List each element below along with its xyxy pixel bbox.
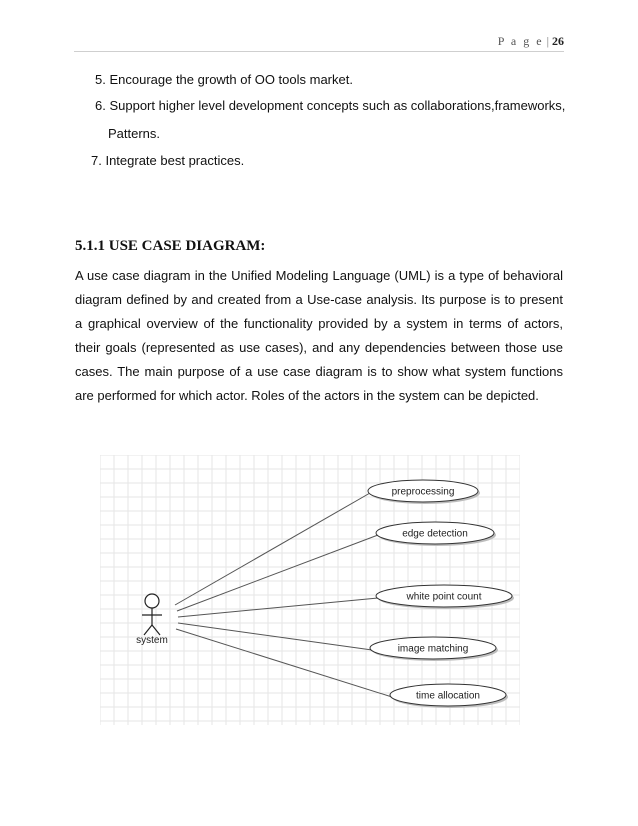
use-case-label: edge detection (402, 528, 468, 540)
use-case-label: preprocessing (391, 486, 455, 498)
use-case-label: time allocation (416, 690, 480, 702)
page-label: P a g e (497, 34, 544, 48)
page-header (498, 34, 564, 49)
page-number: 26 (552, 34, 564, 48)
section-heading: 5.1.1 USE CASE DIAGRAM: (75, 238, 266, 254)
actor-left-leg (144, 625, 152, 635)
actor-figure (136, 594, 168, 646)
list-item: 6. Support higher level development concepts such as collaborations,frameworks, (95, 98, 566, 113)
page-separator: | (546, 34, 549, 48)
header-rule (74, 51, 564, 52)
list-item: Patterns. (108, 126, 161, 141)
use-case-diagram (100, 455, 520, 725)
section-paragraph: A use case diagram in the Unified Modeling Language (UML) is a type of behavioral diagram defined by and created from a Use-case analysis. Its purpose is to present a graphical overview of the functionality provided by a system in terms of actors, their goals (represented as use cases), and any dependencies between those use cases. The main purpose of a use case diagram is to show what system functions are performed for which actor. Roles of the actors in the system can be depicted. (75, 268, 563, 403)
list-item: 7. Integrate best practices. (91, 153, 245, 168)
association-line (176, 629, 392, 697)
list-item: 5. Encourage the growth of OO tools market. (95, 72, 353, 87)
use-case-diagram-svg (100, 455, 520, 725)
actor-label: system (136, 635, 168, 646)
association-line (178, 598, 378, 617)
use-case-label: image matching (397, 643, 469, 655)
use-case-label: white point count (406, 591, 482, 603)
actor-head (145, 594, 159, 608)
